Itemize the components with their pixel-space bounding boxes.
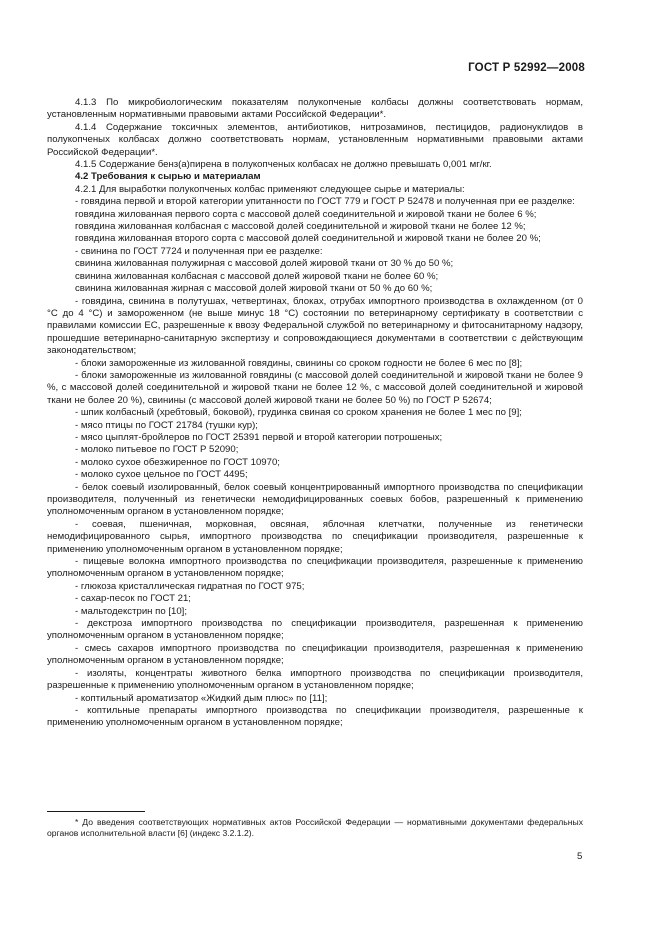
list-item-pork: - свинина по ГОСТ 7724 и полученная при ее разделке: bbox=[75, 245, 323, 257]
paragraph-4-1-3: 4.1.3 По микробиологическим показателям полукопченые колбасы должны соответствовать нормам, установленным нормативными правовыми актами Российской Федерации*. bbox=[47, 97, 583, 121]
page-number: 5 bbox=[577, 851, 583, 862]
footnote-divider bbox=[47, 811, 145, 812]
list-item-smoke-preparations: - коптильные препараты импортного производства по спецификации производителя, разрешенные к применению уполномоченным органом в установленном порядке; bbox=[47, 704, 583, 729]
list-item-food-fibers: - пищевые волокна импортного производства по спецификации производителя, разрешенные к применению уполномоченным органом в установленном порядке; bbox=[47, 556, 583, 580]
paragraph-4-1-4: 4.1.4 Содержание токсичных элементов, антибиотиков, нитрозаминов, пестицидов, радионуклидов в полукопченых колбасах должно соответствовать нормам, установленным нормативными правовыми актами Российской Федерации*. bbox=[47, 121, 583, 158]
list-item-broilers: - мясо цыплят-бройлеров по ГОСТ 25391 первой и второй категории потрошеных; bbox=[75, 431, 443, 443]
list-item-frozen-blocks: - блоки замороженные из жилованной говядины, свинины со сроком годности не более 6 мес по [8]; bbox=[75, 357, 523, 369]
document-body bbox=[47, 97, 583, 730]
list-item-frozen-blocks-detailed: - блоки замороженные из жилованной говядины (с массовой долей соединительной и жировой ткани не более 9 %, с массовой долей соединительной и жировой ткани не более 12 %, с массовой долей соединительной и жировой ткани не более 20 %), свинины (с массовой долей жировой ткани не более 50 %) по ГОСТ Р 52674; bbox=[47, 369, 583, 406]
list-item-sugar: - сахар-песок по ГОСТ 21; bbox=[75, 593, 191, 605]
list-item-animal-protein: - изоляты, концентраты животного белка импортного производства по спецификации производителя, разрешенные к применению уполномоченным органом в установленном порядке; bbox=[47, 667, 583, 692]
footnote: * До введения соответствующих нормативных актов Российской Федерации — нормативными документами федеральных органов исполнительной власти [6] (индекс 3.2.1.2). bbox=[47, 817, 583, 839]
list-item-skim-milk-powder: - молоко сухое обезжиренное по ГОСТ 10970; bbox=[75, 456, 280, 468]
list-subitem-pork-semifat: свинина жилованная полужирная с массовой долей жировой ткани от 30 % до 50 %; bbox=[75, 258, 454, 270]
list-item-smoke-flavor: - коптильный ароматизатор «Жидкий дым плюс» по [11]; bbox=[75, 692, 328, 704]
list-item-beef: - говядина первой и второй категории упитанности по ГОСТ 779 и ГОСТ Р 52478 и полученная при ее разделке: bbox=[75, 196, 575, 208]
list-item-lard: - шпик колбасный (хребтовый, боковой), грудинка свиная со сроком хранения не более 1 мес по [9]; bbox=[75, 407, 522, 419]
list-item-soy-protein: - белок соевый изолированный, белок соевый концентрированный импортного производства по спецификации производителя, полученный из генетически немодифицированных соевых бобов, разрешенный к применению уполномоченным органом в установленном порядке; bbox=[47, 481, 583, 518]
list-item-dextrose: - декстроза импортного производства по спецификации производителя, разрешенная к применению уполномоченным органом в установленном порядке; bbox=[47, 618, 583, 642]
paragraph-4-2-1: 4.2.1 Для выработки полукопченых колбас применяют следующее сырье и материалы: bbox=[75, 183, 465, 195]
list-subitem-beef-sausage: говядина жилованная колбасная с массовой долей соединительной и жировой ткани не более 12 %; bbox=[75, 221, 526, 233]
list-item-whole-milk-powder: - молоко сухое цельное по ГОСТ 4495; bbox=[75, 469, 248, 481]
document-header-code: ГОСТ Р 52992—2008 bbox=[468, 62, 585, 74]
list-item-milk: - молоко питьевое по ГОСТ Р 52090; bbox=[75, 444, 239, 456]
list-item-poultry: - мясо птицы по ГОСТ 21784 (тушки кур); bbox=[75, 419, 258, 431]
section-heading-4-2: 4.2 Требования к сырью и материалам bbox=[75, 171, 261, 183]
list-item-glucose: - глюкоза кристаллическая гидратная по ГОСТ 975; bbox=[75, 580, 305, 592]
list-item-imported-meat: - говядина, свинина в полутушах, четвертинах, блоках, отрубах импортного производства в охлажденном (от 0 °С до 4 °С) и замороженном (не выше минус 18 °С) состоянии по ветеринарному сертификату в соответствии с правилами комиссии ЕС, разрешенные к ввозу Федеральной службой по ветеринарному и фитосанитарному надзору, прошедшие ветеринарно-санитарную экспертизу и сопровождающиеся документами в соответствии с действующим законодательством; bbox=[47, 295, 583, 357]
list-item-fibers: - соевая, пшеничная, морковная, овсяная, яблочная клетчатки, полученные из генетически немодифицированного сырья, импортного производства по спецификации производителя, разрешенные к применению уполномоченным органом в установленном порядке; bbox=[47, 518, 583, 555]
paragraph-4-1-5: 4.1.5 Содержание бенз(а)пирена в полукопченых колбасах не должно превышать 0,001 мг/кг. bbox=[75, 159, 492, 171]
list-subitem-beef-second-grade: говядина жилованная второго сорта с массовой долей соединительной и жировой ткани не более 20 %; bbox=[75, 233, 541, 245]
list-subitem-beef-first-grade: говядина жилованная первого сорта с массовой долей соединительной и жировой ткани не более 6 %; bbox=[75, 208, 537, 220]
list-item-sugar-mix: - смесь сахаров импортного производства по спецификации производителя, разрешенная к применению уполномоченным органом в установленном порядке; bbox=[47, 642, 583, 667]
list-subitem-pork-fat: свинина жилованная жирная с массовой долей жировой ткани от 50 % до 60 %; bbox=[75, 283, 433, 295]
list-item-maltodextrin: - мальтодекстрин по [10]; bbox=[75, 605, 187, 617]
list-subitem-pork-sausage: свинина жилованная колбасная с массовой долей жировой ткани не более 60 %; bbox=[75, 270, 439, 282]
